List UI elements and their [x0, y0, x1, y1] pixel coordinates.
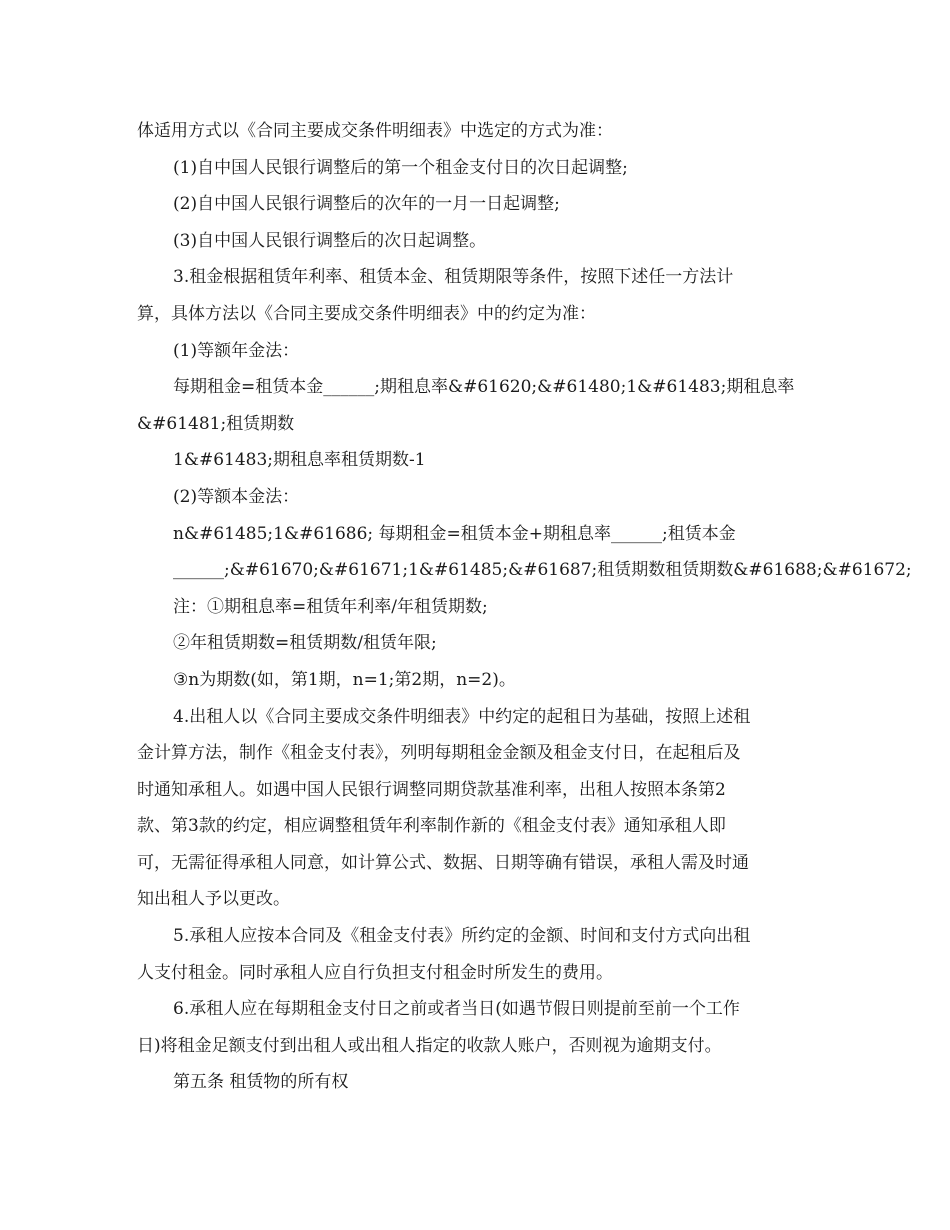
text-line: 人支付租金。同时承租人应自行负担支付租金时所发生的费用。: [137, 962, 613, 983]
text-line: 金计算方法，制作《租金支付表》，列明每期租金金额及租金支付日，在起租后及: [137, 743, 741, 764]
text-line: n&#61485;1&#61686; 每期租金=租赁本金+期租息率______;租赁本金: [173, 523, 736, 544]
text-line: 6.承租人应在每期租金支付日之前或者当日(如遇节假日则提前至前一个工作: [173, 999, 740, 1020]
text-line: 注：①期租息率=租赁年利率/年租赁期数;: [173, 596, 488, 617]
text-line: 4.出租人以《合同主要成交条件明细表》中约定的起租日为基础，按照上述租: [173, 706, 751, 727]
text-line: 知出租人予以更改。: [137, 889, 290, 910]
text-line: ______;&#61670;&#61671;1&#61485;&#61687;租赁期数租赁期数&#61688;&#61672;: [173, 560, 912, 581]
text-line: (3)自中国人民银行调整后的次日起调整。: [173, 230, 487, 251]
text-line: 时通知承租人。如遇中国人民银行调整同期贷款基准利率，出租人按照本条第2: [137, 779, 726, 800]
text-line: 3.租金根据租赁年利率、租赁本金、租赁期限等条件，按照下述任一方法计: [173, 267, 734, 288]
text-line: 1&#61483;期租息率租赁期数-1: [173, 450, 426, 471]
section-heading: 第五条 租赁物的所有权: [173, 1072, 349, 1093]
text-line: (1)等额年金法：: [173, 340, 300, 361]
text-line: 可，无需征得承租人同意，如计算公式、数据、日期等确有错误，承租人需及时通: [137, 852, 749, 873]
text-line: 款、第3款的约定，相应调整租赁年利率制作新的《租金支付表》通知承租人即: [137, 816, 726, 837]
text-line: 体适用方式以《合同主要成交条件明细表》中选定的方式为准：: [137, 121, 613, 141]
text-line: 算，具体方法以《合同主要成交条件明细表》中的约定为准：: [137, 303, 596, 324]
text-line: 每期租金=租赁本金______;期租息率&#61620;&#61480;1&#61483;期租息率: [173, 377, 795, 398]
text-line: 日)将租金足额支付到出租人或出租人指定的收款人账户，否则视为逾期支付。: [137, 1035, 722, 1056]
text-line: ②年租赁期数=租赁期数/租赁年限;: [173, 633, 437, 654]
text-line: &#61481;租赁期数: [137, 413, 295, 434]
text-line: ③n为期数(如，第1期，n=1;第2期，n=2)。: [173, 669, 516, 690]
text-line: (1)自中国人民银行调整后的第一个租金支付日的次日起调整;: [173, 157, 628, 178]
text-line: (2)自中国人民银行调整后的次年的一月一日起调整;: [173, 194, 560, 215]
text-line: (2)等额本金法：: [173, 486, 300, 507]
text-line: 5.承租人应按本合同及《租金支付表》所约定的金额、时间和支付方式向出租: [173, 926, 751, 947]
document-body: [137, 113, 912, 1101]
